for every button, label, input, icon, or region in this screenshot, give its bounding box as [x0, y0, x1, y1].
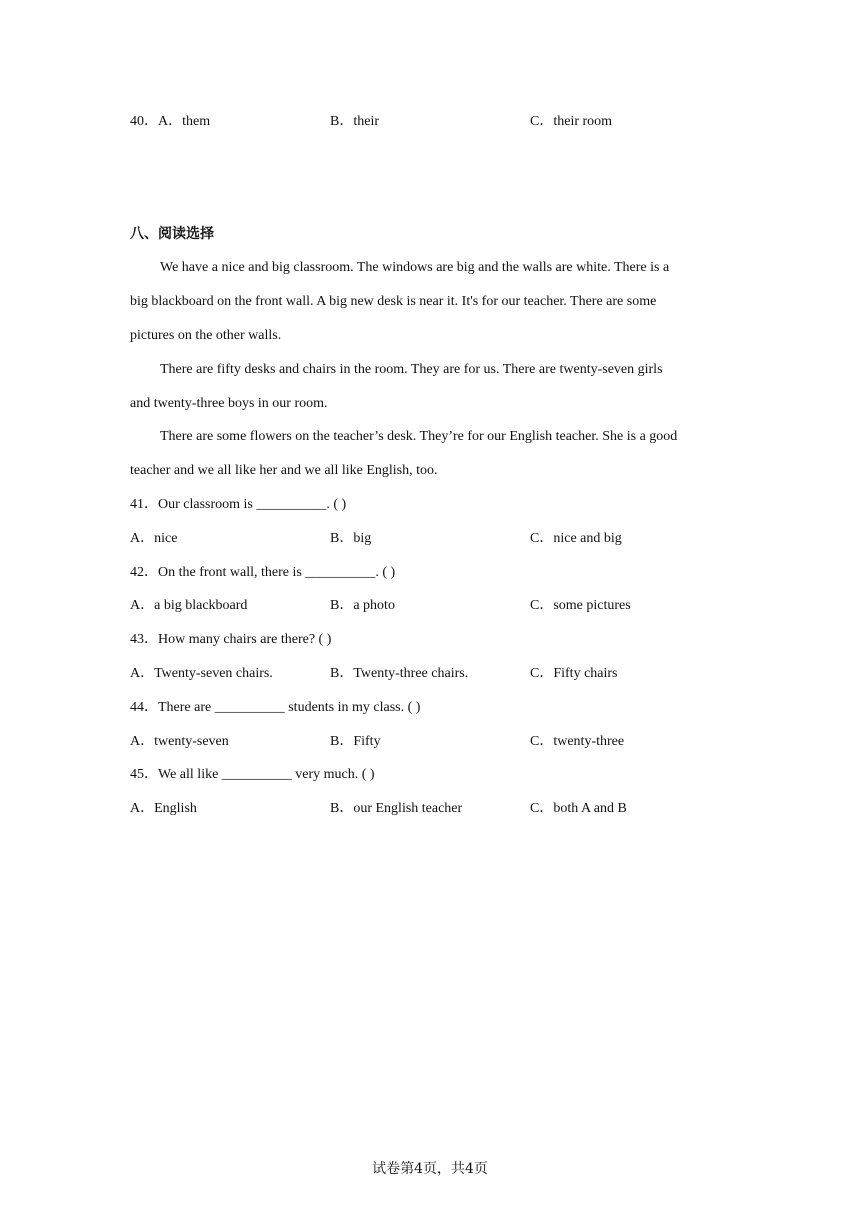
q40-option-b: B．their	[330, 114, 379, 129]
passage-line-1: We have a nice and big classroom. The windows are big and the walls are white. There is a	[160, 260, 670, 275]
passage-line-4: There are fifty desks and chairs in the room. They are for us. There are twenty-seven girls	[160, 362, 663, 377]
q40-number: 40．	[130, 114, 158, 129]
q40-row	[130, 115, 210, 129]
q44-option-c: C．twenty-three	[530, 734, 625, 749]
q42-option-c: C．some pictures	[530, 598, 631, 613]
q40-option-a: A．them	[158, 114, 211, 129]
q41-option-a: A．nice	[130, 531, 178, 546]
q41-stem: 41．Our classroom is __________. ( )	[130, 497, 347, 512]
passage-line-2: big blackboard on the front wall. A big new desk is near it. It's for our teacher. There are some	[130, 294, 657, 309]
passage-line-7: teacher and we all like her and we all like English, too.	[130, 463, 438, 478]
q43-option-c: C．Fifty chairs	[530, 666, 618, 681]
q45-option-c: C．both A and B	[530, 801, 627, 816]
section-title: 八、阅读选择	[130, 226, 214, 242]
page-number-text: 试卷第4页，共4页	[372, 1161, 488, 1177]
q41-option-b: B．big	[330, 531, 372, 546]
q44-option-b: B．Fifty	[330, 734, 381, 749]
q40-option-c: C．their room	[530, 114, 613, 129]
q42-option-b: B．a photo	[330, 598, 395, 613]
q43-stem: 43．How many chairs are there? ( )	[130, 632, 332, 647]
q45-stem: 45．We all like __________ very much. ( )	[130, 767, 375, 782]
passage-line-5: and twenty-three boys in our room.	[130, 396, 328, 411]
q45-option-a: A．English	[130, 801, 197, 816]
q43-option-a: A．Twenty-seven chairs.	[130, 666, 273, 681]
passage-line-3: pictures on the other walls.	[130, 328, 282, 343]
passage-line-6: There are some flowers on the teacher’s desk. They’re for our English teacher. She is a good	[160, 429, 678, 444]
q42-option-a: A．a big blackboard	[130, 598, 248, 613]
q45-option-b: B．our English teacher	[330, 801, 463, 816]
q43-option-b: B．Twenty-three chairs.	[330, 666, 469, 681]
page-footer	[0, 1162, 860, 1177]
q44-option-a: A．twenty-seven	[130, 734, 229, 749]
q42-stem: 42．On the front wall, there is __________. ( )	[130, 565, 396, 580]
q41-option-c: C．nice and big	[530, 531, 622, 546]
q44-stem: 44．There are __________ students in my class. ( )	[130, 700, 421, 715]
